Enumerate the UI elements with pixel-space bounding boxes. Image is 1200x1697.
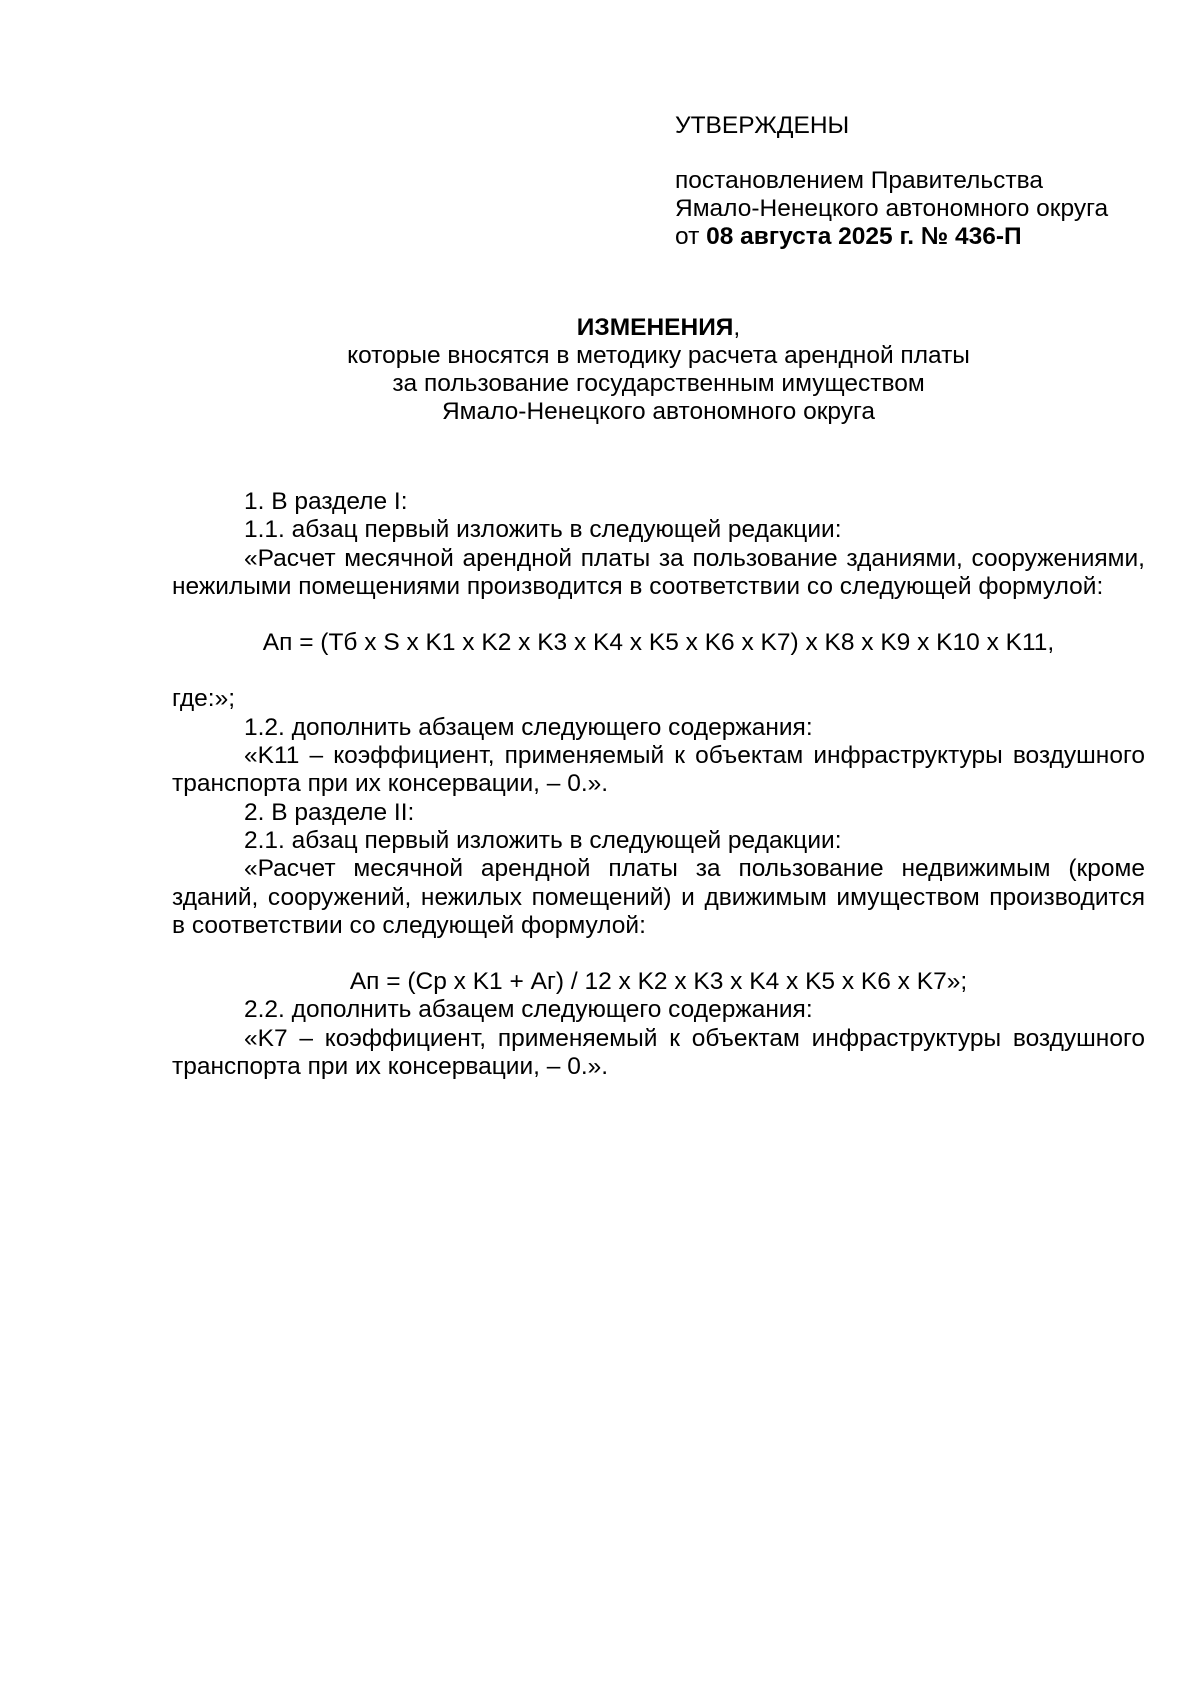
document-title-line (172, 314, 1145, 342)
approval-block (675, 112, 1175, 251)
document-title-comma: , (733, 314, 741, 341)
section-2-heading: 2. В разделе II: (244, 798, 415, 826)
document-title: ИЗМЕНЕНИЯ (576, 314, 734, 341)
section-1-heading: 1. В разделе I: (244, 488, 408, 515)
item-1-1: 1.1. абзац первый изложить в следующей редакции: (244, 516, 842, 544)
approval-date-line (675, 223, 1175, 251)
where-line: где:»; (172, 685, 235, 713)
document-subtitle-2: за пользование государственным имуществом (392, 370, 925, 397)
formula-2: Ап = (Ср х K1 + Аг) / 12 х K2 х K3 х K4 х K5 х K6 х K7»; (349, 968, 968, 996)
approval-line-2: Ямало-Ненецкого автономного округа (675, 195, 1109, 222)
approval-stamp: УТВЕРЖДЕНЫ (675, 112, 850, 139)
title-block (172, 314, 1145, 426)
document-subtitle-1: которые вносятся в методику расчета арендной платы (347, 342, 970, 369)
document-body (172, 488, 1145, 1081)
document-subtitle-3: Ямало-Ненецкого автономного округа (441, 398, 876, 425)
approval-date-value: 08 августа 2025 г. № 436-П (706, 223, 1022, 250)
approval-date-prefix: от (675, 223, 707, 250)
item-1-2-text: «K11 – коэффициент, применяемый к объектам инфраструктуры воздушного транспорта при их консервации, – 0.». (172, 742, 1145, 798)
approval-line-1: постановлением Правительства (675, 167, 1043, 194)
item-1-1-text: «Расчет месячной арендной платы за пользование зданиями, сооружениями, нежилыми помещениями производится в соответствии со следующей формулой: (172, 544, 1145, 600)
formula-1: Ап = (Тб х S х K1 х K2 х K3 х K4 х K5 х K6 х K7) х K8 х K9 х K10 х K11, (262, 629, 1055, 657)
item-1-2: 1.2. дополнить абзацем следующего содержания: (244, 713, 813, 741)
item-2-1: 2.1. абзац первый изложить в следующей редакции: (244, 826, 842, 854)
item-2-1-text: «Расчет месячной арендной платы за пользование недвижимым (кроме зданий, сооружений, нежилых помещений) и движимым имуществом производится в соответствии со следующей формулой: (172, 855, 1145, 939)
item-2-2-text: «K7 – коэффициент, применяемый к объектам инфраструктуры воздушного транспорта при их консервации, – 0.». (172, 1024, 1145, 1081)
item-2-2: 2.2. дополнить абзацем следующего содержания: (244, 996, 813, 1024)
